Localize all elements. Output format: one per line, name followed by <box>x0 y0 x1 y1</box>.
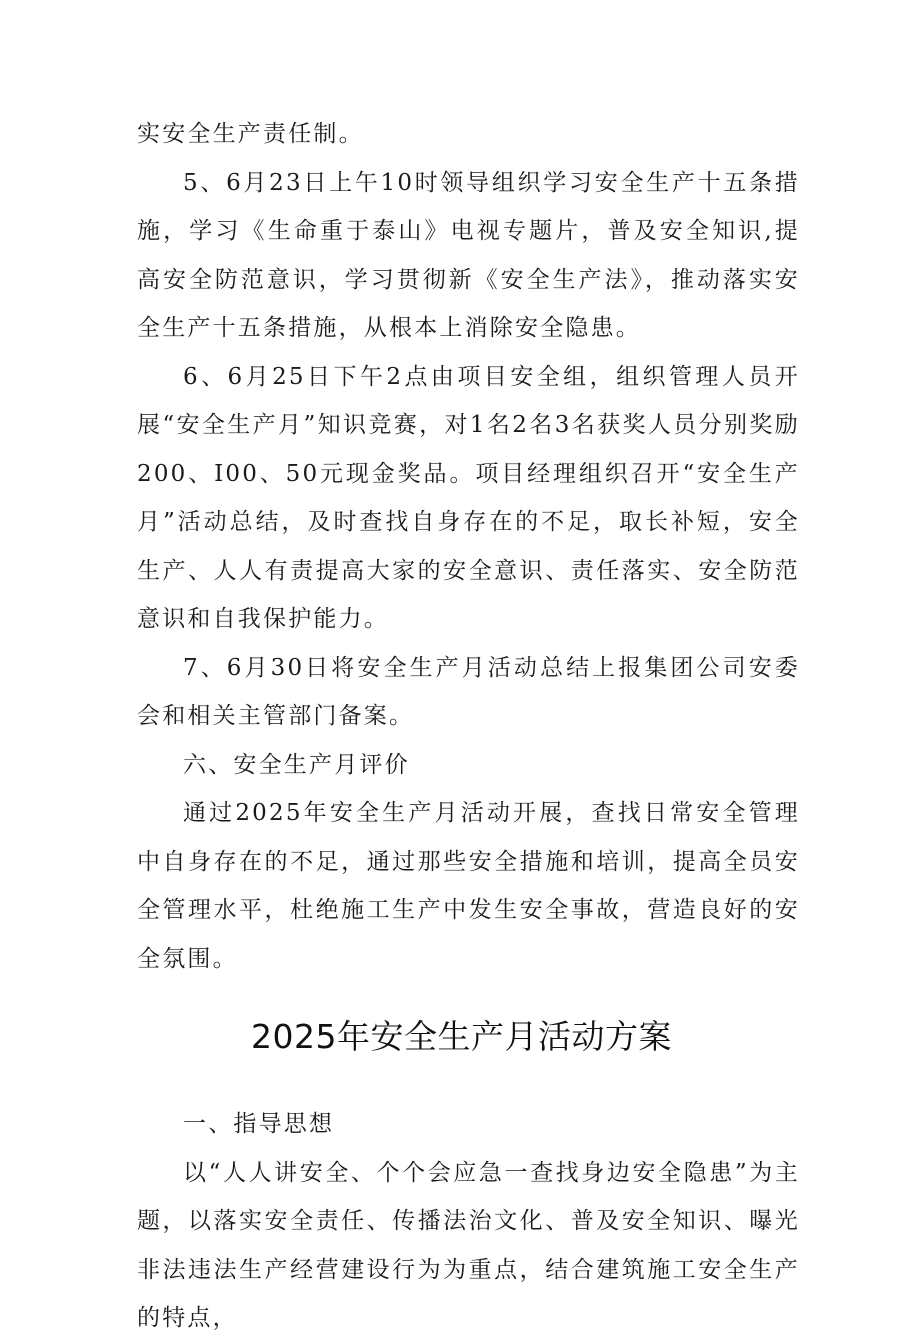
top-section <box>137 110 800 983</box>
section-heading-guiding-thought: 一、指导思想 <box>183 1111 335 1137</box>
paragraph-evaluation: 通过2025年安全生产月活动开展，查找日常安全管理中自身存在的不足，通过那些安全措施和培训，提高全员安全管理水平，杜绝施工生产中发生安全事故，营造良好的安全氛围。 <box>137 800 800 972</box>
paragraph-guiding-thought: 以“人人讲安全、个个会应急一查找身边安全隐患”为主题，以落实安全责任、传播法治文化、普及安全知识、曝光非法违法生产经营建设行为为重点，结合建筑施工安全生产的特点， <box>137 1159 800 1331</box>
paragraph-item-6: 6、6月25日下午2点由项目安全组，组织管理人员开展“安全生产月”知识竞赛，对1名2名3名获奖人员分别奖励200、I00、50元现金奖品。项目经理组织召开“安全生产月”活动总结，及时查找自身存在的不足，取长补短，安全生产、人人有责提高大家的安全意识、责任落实、安全防范意识和自我保护能力。 <box>137 363 800 632</box>
document-title: 2025年安全生产月活动方案 <box>251 1017 672 1056</box>
bottom-section <box>137 1100 800 1343</box>
paragraph-item-5: 5、6月23日上午10时领导组织学习安全生产十五条措施，学习《生命重于泰山》电视专题片，普及安全知识,提高安全防范意识，学习贯彻新《安全生产法》，推动落实安全生产十五条措施，从根本上消除安全隐患。 <box>137 169 800 341</box>
paragraph-continuation: 实安全生产责任制。 <box>137 121 364 147</box>
paragraph-item-7: 7、6月30日将安全生产月活动总结上报集团公司安委会和相关主管部门备案。 <box>137 654 800 729</box>
section-heading-evaluation: 六、安全生产月评价 <box>183 751 410 778</box>
